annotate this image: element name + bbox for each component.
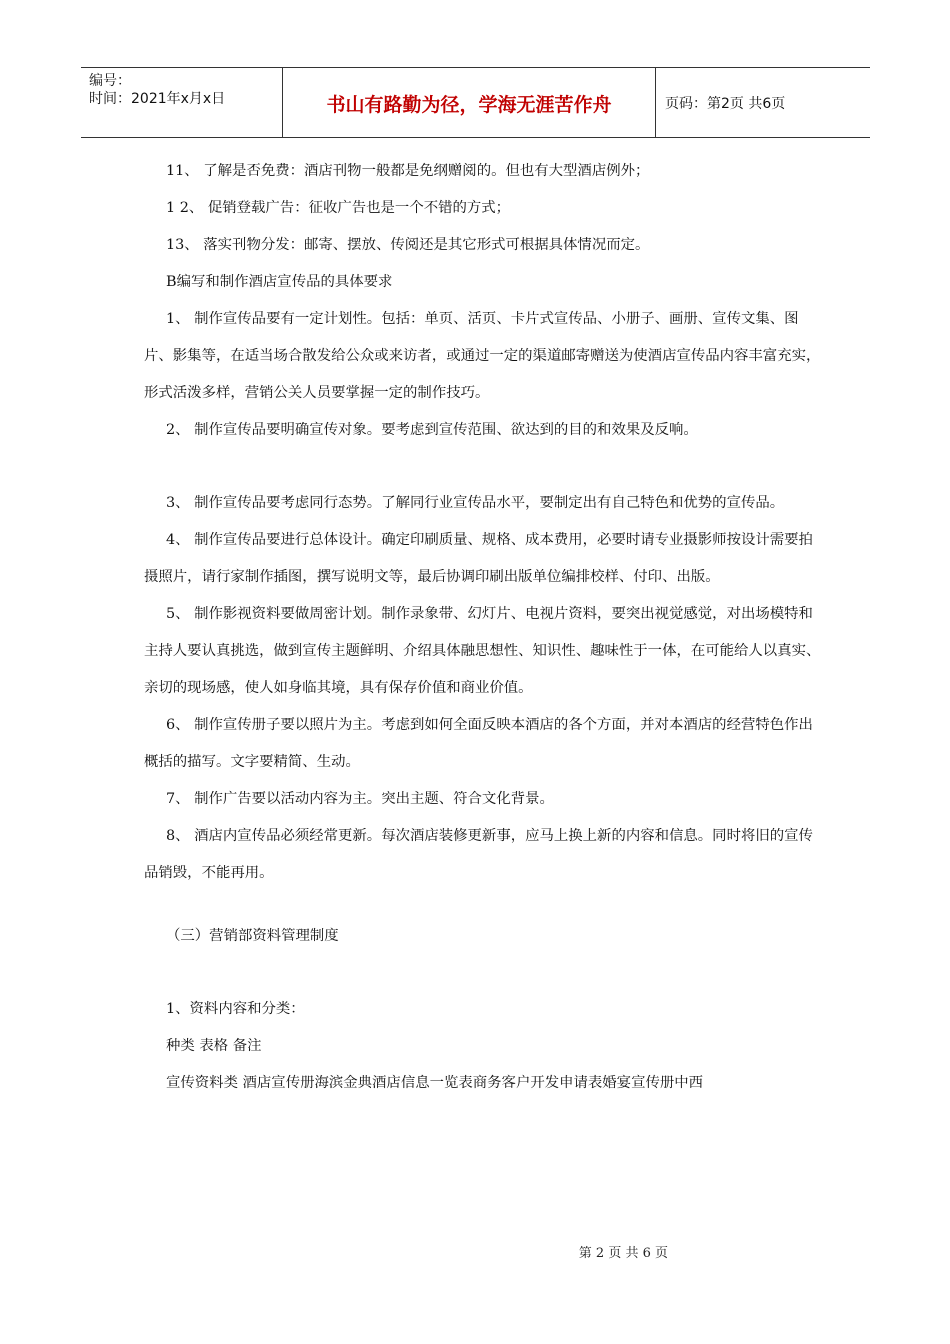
section-title: （三）营销部资料管理制度	[166, 928, 339, 944]
paragraph-b-3: 3、 制作宣传品要考虑同行态势。了解同行业宣传品水平，要制定出有自己特色和优势的宣传品。	[166, 495, 785, 511]
paragraph-b-2: 2、 制作宣传品要明确宣传对象。要考虑到宣传范围、欲达到的目的和效果及反响。	[166, 422, 698, 438]
spacer	[144, 955, 824, 991]
spacer	[144, 892, 824, 918]
page-footer: 第 2 页 共 6 页	[578, 1246, 668, 1261]
paragraph-b-1: 1、 制作宣传品要有一定计划性。包括：单页、活页、卡片式宣传品、小册子、画册、宣传文集、图片、影集等，在适当场合散发给公众或来访者，或通过一定的渠道邮寄赠送为使酒店宣传品内容丰富充实，形式活泼多样，营销公关人员要掌握一定的制作技巧。	[144, 311, 821, 401]
paragraph-item-13: 13、 落实刊物分发：邮寄、摆放、传阅还是其它形式可根据具体情况而定。	[166, 237, 650, 253]
paragraph-item-12: 1 2、 促销登载广告：征收广告也是一个不错的方式；	[166, 200, 511, 216]
header-page-code: 页码：第2页 共6页	[665, 95, 786, 112]
paragraph-b-8: 8、 酒店内宣传品必须经常更新。每次酒店装修更新事，应马上换上新的内容和信息。同时将旧的宣传品销毁，不能再用。	[144, 828, 813, 881]
document-body	[144, 153, 824, 1102]
section-table-row: 宣传资料类 酒店宣传册海滨金典酒店信息一览表商务客户开发申请表婚宴宣传册中西	[166, 1075, 704, 1091]
document-number: 编号：	[89, 73, 131, 89]
header-motto: 书山有路勤为径，学海无涯苦作舟	[282, 68, 656, 137]
paragraph-item-11: 11、 了解是否免费：酒店刊物一般都是免纲赠阅的。但也有大型酒店例外；	[166, 163, 650, 179]
subsection-heading-b: B编写和制作酒店宣传品的具体要求	[166, 274, 393, 290]
paragraph-b-5: 5、 制作影视资料要做周密计划。制作录象带、幻灯片、电视片资料，要突出视觉感觉，对出场模特和主持人要认真挑选，做到宣传主题鲜明、介绍具体融思想性、知识性、趣味性于一体，在可能给人以真实、亲切的现场感，使人如身临其境，具有保存价值和商业价值。	[144, 606, 821, 696]
document-date: 时间：2021年x月x日	[89, 91, 226, 107]
section-item-1: 1、资料内容和分类：	[166, 1001, 305, 1017]
header-meta	[81, 68, 282, 137]
paragraph-b-6: 6、 制作宣传册子要以照片为主。考虑到如何全面反映本酒店的各个方面，并对本酒店的经营特色作出概括的描写。文字要精简、生动。	[144, 717, 813, 770]
spacer	[144, 449, 824, 485]
section-table-header: 种类 表格 备注	[166, 1038, 262, 1054]
paragraph-b-7: 7、 制作广告要以活动内容为主。突出主题、符合文化背景。	[166, 791, 554, 807]
page-header	[81, 67, 870, 138]
paragraph-b-4: 4、 制作宣传品要进行总体设计。确定印刷质量、规格、成本费用，必要时请专业摄影师按设计需要拍摄照片，请行家制作插图，撰写说明文等，最后协调印刷出版单位编排校样、付印、出版。	[144, 532, 813, 585]
